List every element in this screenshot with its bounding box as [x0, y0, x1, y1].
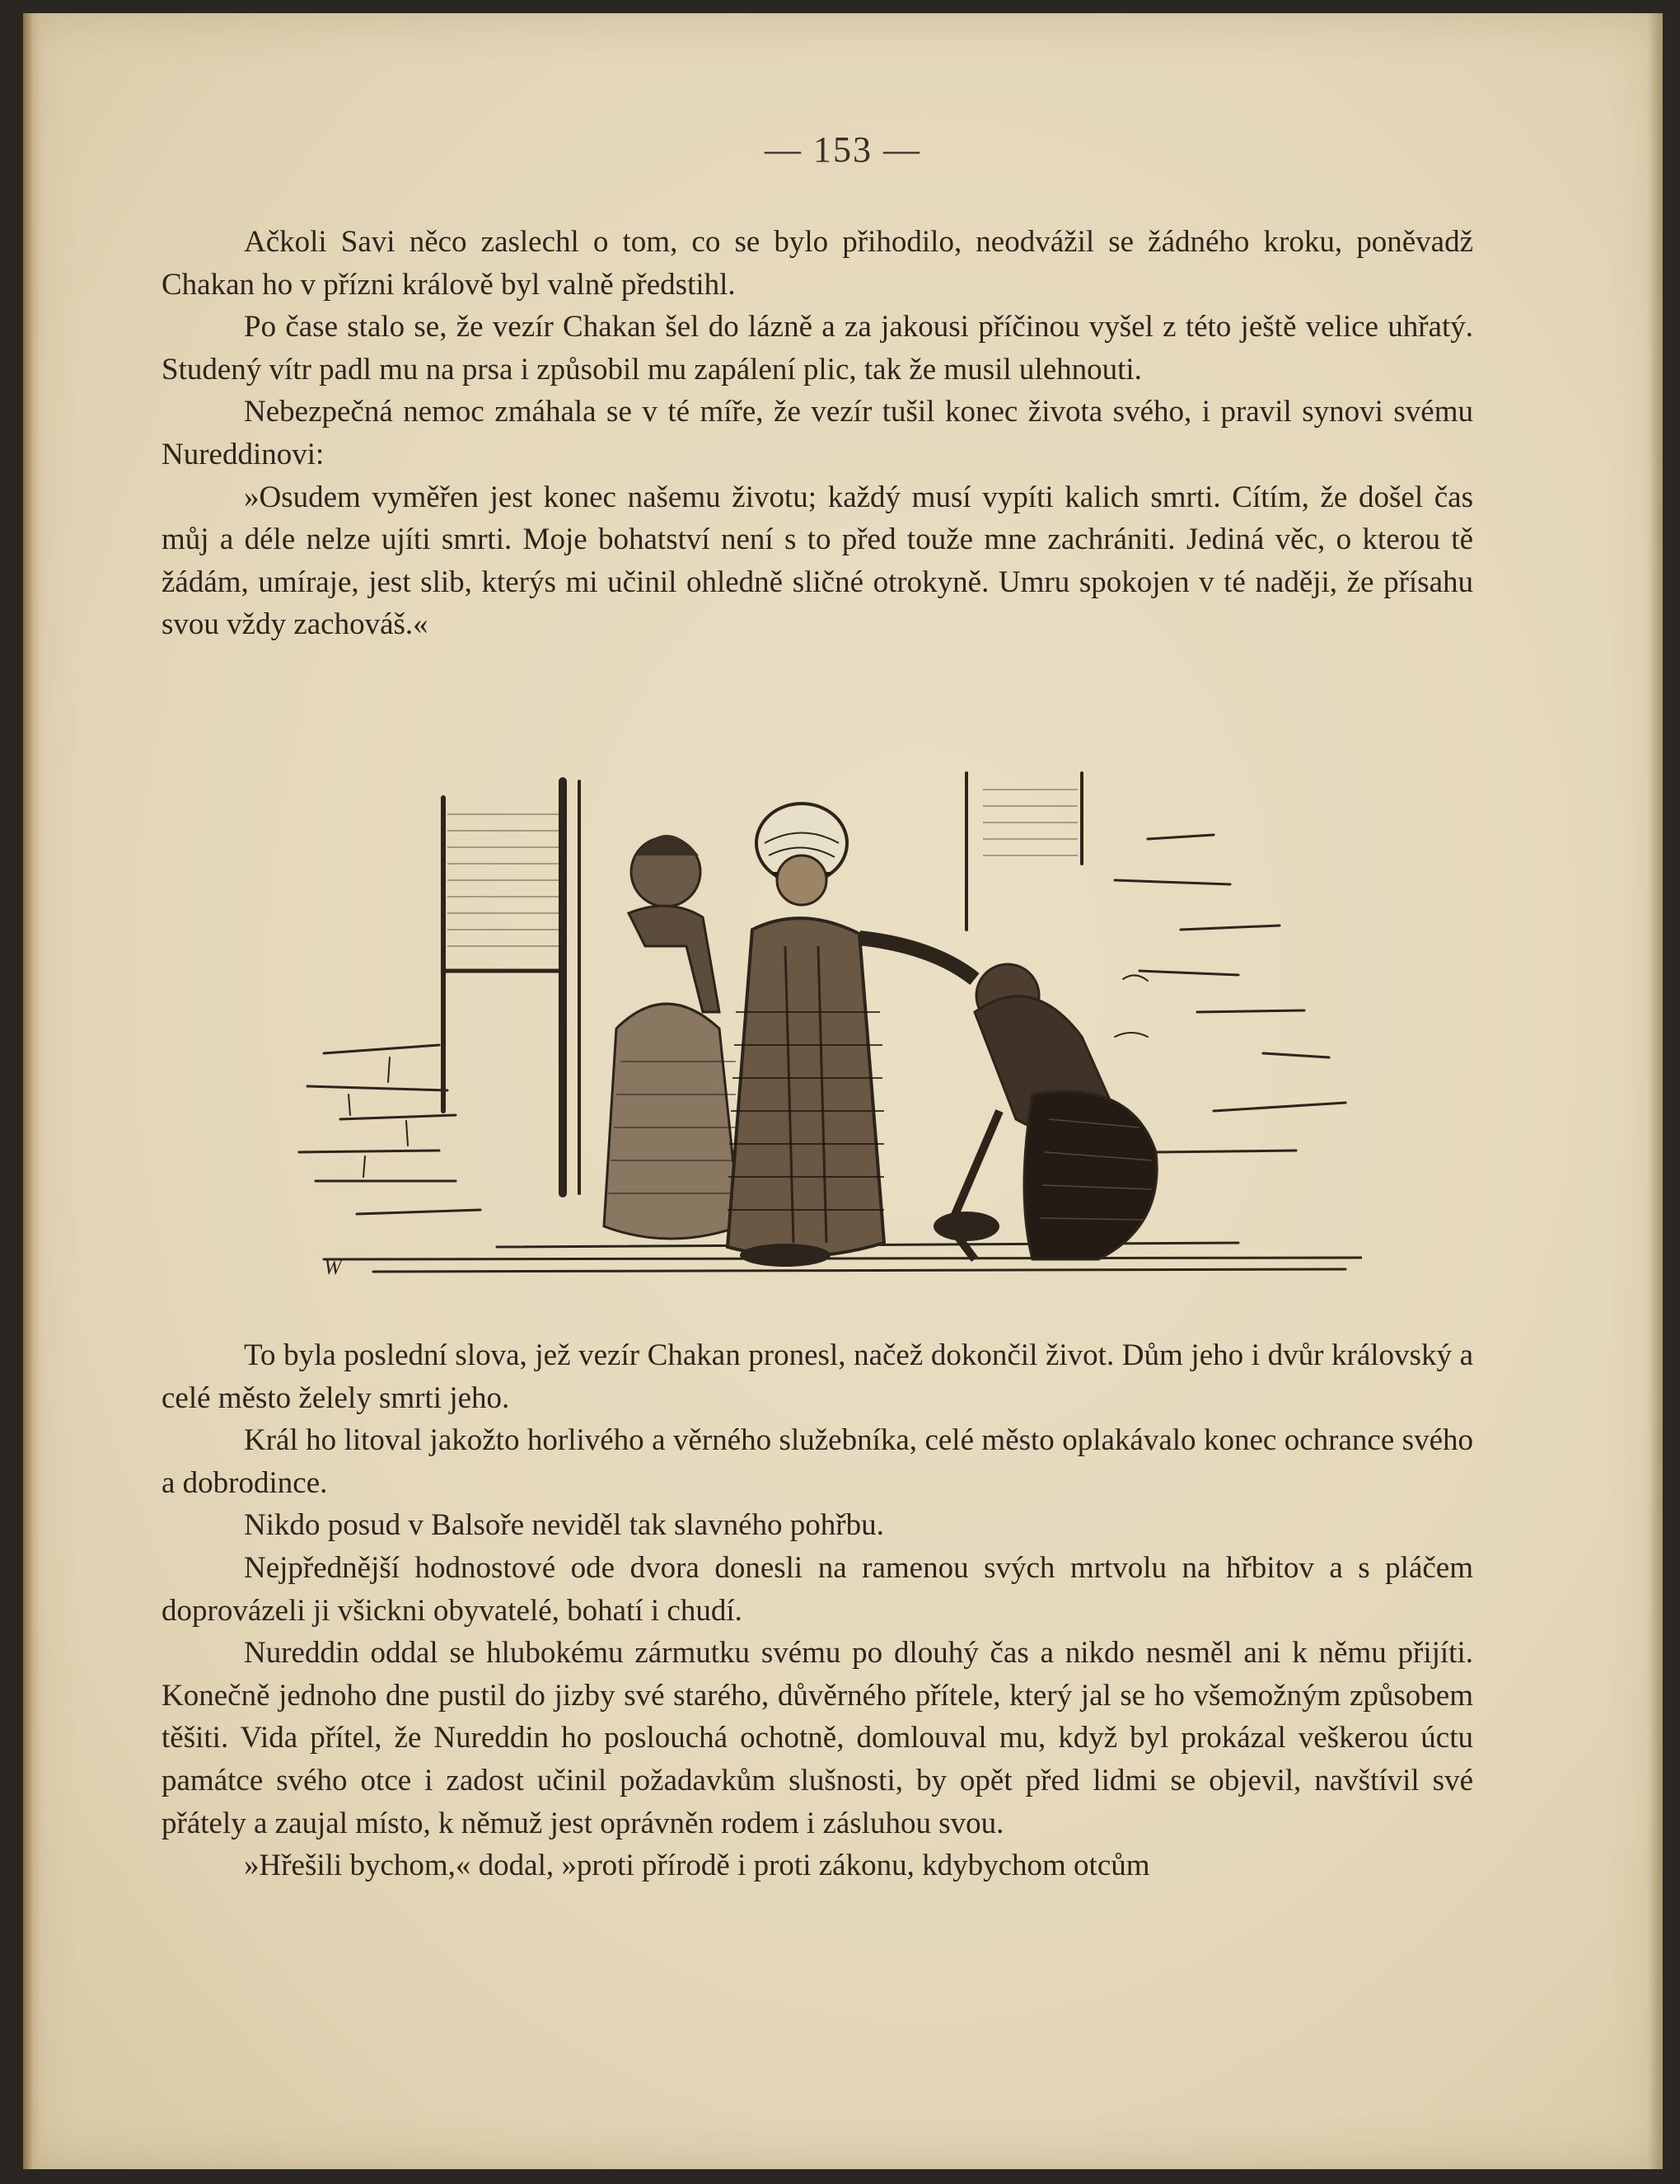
figure-kneeling-woman — [934, 964, 1157, 1259]
paragraph: Ačkoli Savi něco zaslechl o tom, co se bylo přihodilo, neodvážil se žádného kroku, poněvadž Chakan ho v přízni králově byl valně předstihl. — [161, 225, 1473, 302]
text-block-bottom — [161, 1334, 1473, 1887]
figure-woman — [604, 835, 740, 1239]
paragraph: Král ho litoval jakožto horlivého a věrného služebníka, celé město oplakávalo konec ochrance svého a dobrodince. — [161, 1423, 1473, 1500]
book-spine-shadow — [23, 13, 41, 2169]
text-block-top — [161, 221, 1473, 646]
paragraph: To byla poslední slova, jež vezír Chakan pronesl, načež dokončil život. Dům jeho i dvůr královský a celé město želely smrti jeho. — [161, 1338, 1473, 1415]
book-page — [23, 13, 1663, 2169]
paragraph: »Osudem vyměřen jest konec našemu životu; každý musí vypíti kalich smrti. Cítím, že došel čas můj a déle nelze ujíti smrti. Moje bohatství není s to před touže mne zachrániti. Jediná věc, o kterou tě žádám, umíraje, jest slib, kterýs mi učinil ohledně sličné otrokyně. Umru spokojen v té naději, že přísahu svou vždy zachováš.« — [161, 480, 1473, 642]
page-number: — 153 — — [765, 129, 921, 170]
page-edge-shadow — [1648, 13, 1663, 2169]
paragraph: Po čase stalo se, že vezír Chakan šel do lázně a za jakousi příčinou vyšel z této ještě velice uhřatý. Studený vítr padl mu na prsa i způsobil mu zapálení plic, tak že musil ulehnouti. — [161, 310, 1473, 387]
engraver-monogram: W — [324, 1255, 342, 1279]
paragraph: Nebezpečná nemoc zmáhala se v té míře, že vezír tušil konec života svého, i pravil synovi svému Nureddinovi: — [161, 395, 1473, 471]
engraving-illustration — [291, 765, 1362, 1292]
paragraph: »Hřešili bychom,« dodal, »proti přírodě i proti zákonu, kdybychom otcům — [244, 1849, 1150, 1883]
paragraph: Nikdo posud v Balsoře neviděl tak slavného pohřbu. — [244, 1508, 884, 1543]
engraving-drawing — [291, 765, 1362, 1292]
figure-man-turban — [728, 804, 975, 1267]
paragraph: Nureddin oddal se hlubokému zármutku svému po dlouhý čas a nikdo nesměl ani k němu přijíti. Konečně jednoho dne pustil do jizby své starého, důvěrného přítele, který jal se ho všemožným způsobem těšiti. Vida přítel, že Nureddin ho poslouchá ochotně, domlouval mu, když byl prokázal veškerou úctu památce svého otce i zadost učinil požadavkům slušnosti, by opět před lidmi se objevil, navštívil své přátely a zaujal místo, k němuž jest oprávněn rodem i zásluhou svou. — [161, 1636, 1473, 1840]
paragraph: Nejpřednější hodnostové ode dvora donesli na ramenou svých mrtvolu na hřbitov a s pláčem doprovázeli ji všickni obyvatelé, bohatí i chudí. — [161, 1550, 1473, 1628]
